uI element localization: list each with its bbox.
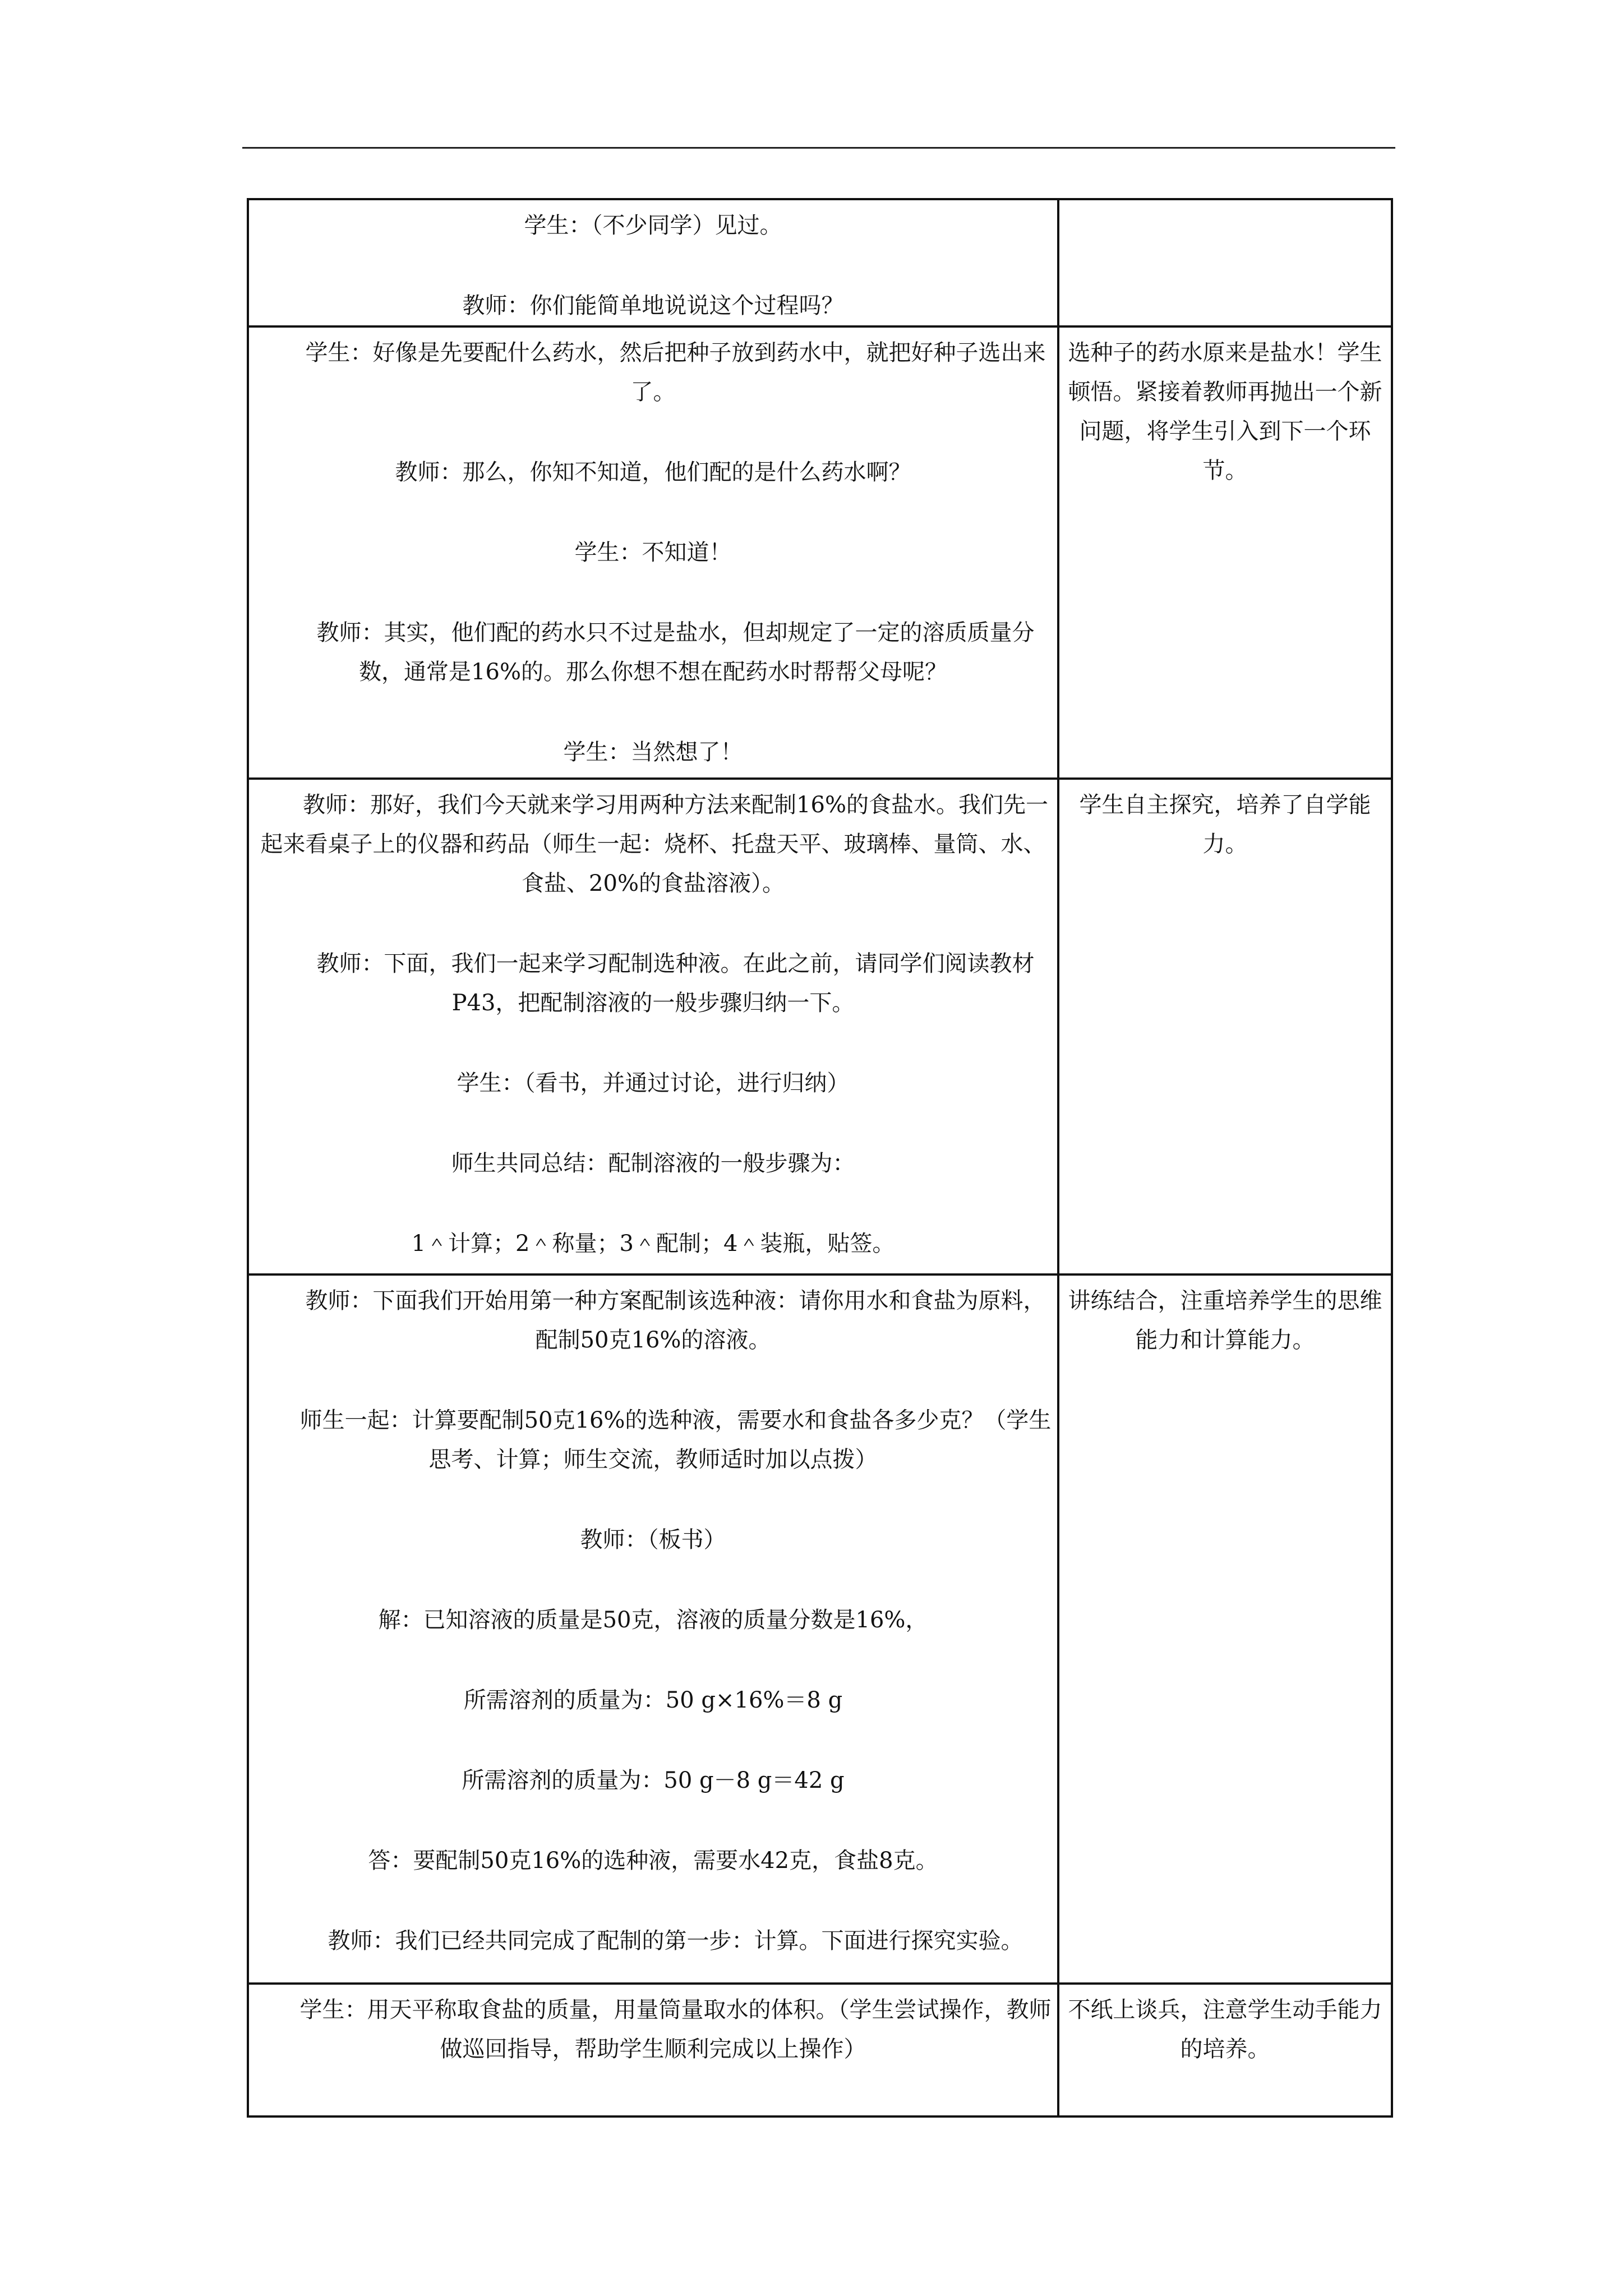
dialogue-line: 1＾计算；2＾称量；3＾配制；4＾装瓶，贴签。	[411, 1231, 895, 1257]
dialogue-line: 解：已知溶液的质量是50克，溶液的质量分数是16%，	[378, 1607, 928, 1633]
dialogue-line: 师生共同总结：配制溶液的一般步骤为：	[451, 1151, 855, 1176]
dialogue-cell	[248, 779, 1058, 1274]
note-cell: 学生自主探究，培养了自学能力。	[1058, 779, 1392, 1274]
dialogue-line: 所需溶剂的质量为：50 g－8 g＝42 g	[462, 1768, 845, 1793]
dialogue-cell	[248, 1274, 1058, 1984]
dialogue-line: 教师：那么，你知不知道，他们配的是什么药水啊？	[395, 459, 911, 485]
dialogue-line: 教师：我们已经共同完成了配制的第一步：计算。下面进行探究实验。	[328, 1928, 1023, 1954]
dialogue-line: 学生：当然想了！	[563, 739, 743, 765]
table-row	[248, 1274, 1392, 1984]
dialogue-cell	[248, 326, 1058, 779]
dialogue-line: 教师：那好，我们今天就来学习用两种方法来配制16%的食盐水。我们先一起来看桌子上的仪器和药品（师生一起：烧杯、托盘天平、玻璃棒、量筒、水、食盐、20%的食盐溶液）。	[260, 792, 1048, 896]
dialogue-line: 教师：其实，他们配的药水只不过是盐水，但却规定了一定的溶质质量分数，通常是16%的。那么你想不想在配药水时帮帮父母呢？	[316, 620, 1035, 685]
dialogue-line: 师生一起：计算要配制50克16%的选种液，需要水和食盐各多少克？（学生思考、计算；师生交流，教师适时加以点拨）	[299, 1407, 1052, 1473]
dialogue-line: 答：要配制50克16%的选种液，需要水42克，食盐8克。	[368, 1848, 938, 1874]
note-cell	[1058, 199, 1392, 326]
dialogue-line: 学生：（看书，并通过讨论，进行归纳）	[457, 1070, 850, 1096]
note-cell: 讲练结合，注重培养学生的思维能力和计算能力。	[1058, 1274, 1392, 1984]
dialogue-cell	[248, 1984, 1058, 2116]
table-row	[248, 1984, 1392, 2116]
dialogue-line: 学生：（不少同学）见过。	[524, 213, 782, 238]
note-cell: 选种子的药水原来是盐水！学生顿悟。紧接着教师再抛出一个新问题，将学生引入到下一个环节。	[1058, 326, 1392, 779]
dialogue-line: 教师：你们能简单地说说这个过程吗？	[462, 293, 844, 319]
dialogue-line: 学生：用天平称取食盐的质量，用量筒量取水的体积。（学生尝试操作，教师做巡回指导，帮助学生顺利完成以上操作）	[299, 1997, 1052, 2062]
lesson-plan-table	[247, 198, 1393, 2118]
dialogue-cell	[248, 199, 1058, 326]
header-rule	[242, 147, 1395, 149]
dialogue-line: 教师：下面我们开始用第一种方案配制该选种液：请你用水和食盐为原料，配制50克16%的溶液。	[305, 1288, 1046, 1353]
table-row	[248, 779, 1392, 1274]
dialogue-line: 学生：好像是先要配什么药水，然后把种子放到药水中，就把好种子选出来了。	[305, 340, 1046, 405]
note-cell: 不纸上谈兵，注意学生动手能力的培养。	[1058, 1984, 1392, 2116]
table-row	[248, 326, 1392, 779]
table-row	[248, 199, 1392, 326]
dialogue-line: 教师：下面，我们一起来学习配制选种液。在此之前，请同学们阅读教材P43，把配制溶液的一般步骤归纳一下。	[316, 951, 1035, 1016]
dialogue-line: 学生：不知道！	[574, 540, 732, 565]
dialogue-line: 所需溶剂的质量为：50 g×16%＝8 g	[463, 1687, 843, 1713]
dialogue-line: 教师：（板书）	[580, 1527, 726, 1553]
